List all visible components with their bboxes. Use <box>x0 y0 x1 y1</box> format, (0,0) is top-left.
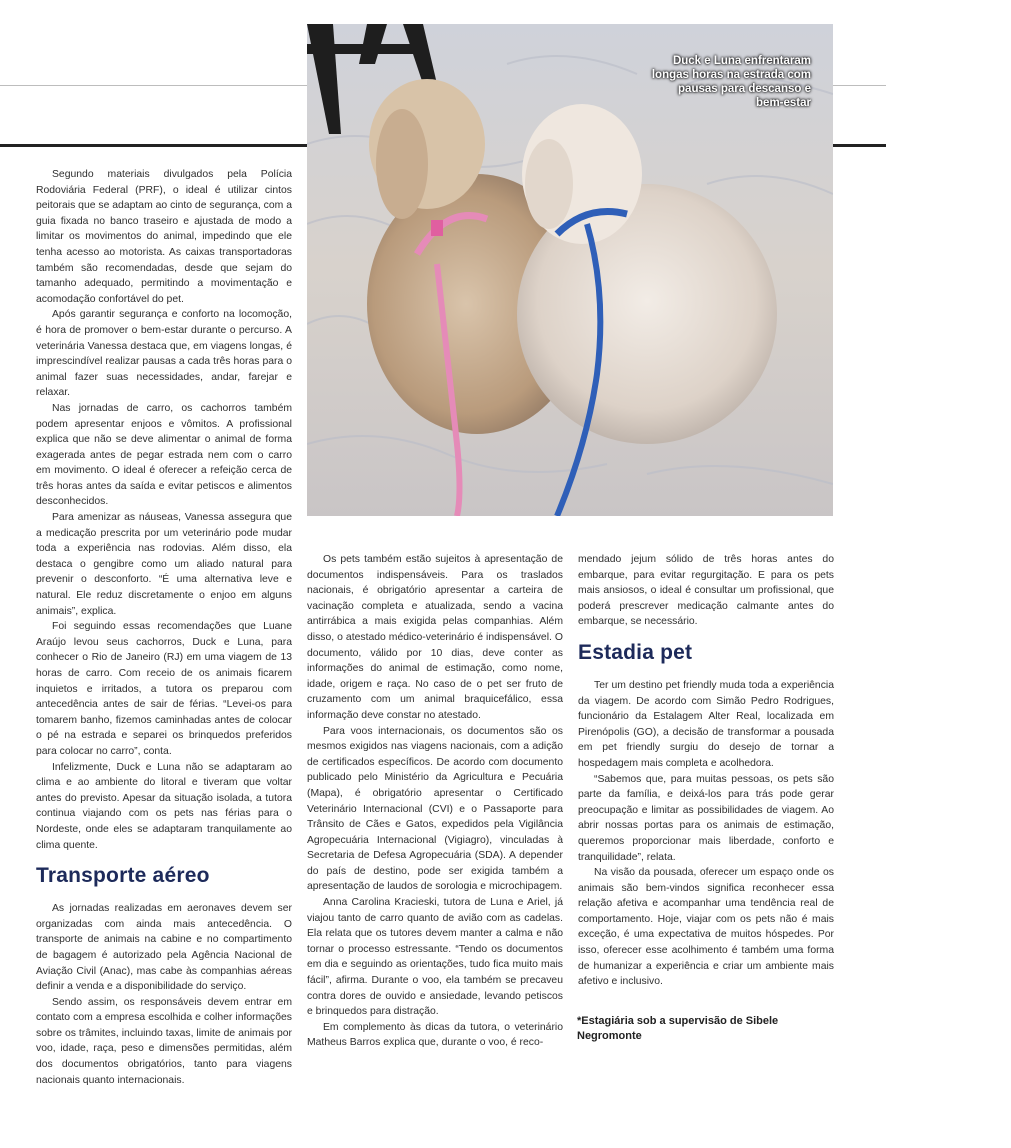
paragraph: Os pets também estão sujeitos à apresentação de documentos indispensáveis. Para os traslados nacionais, é obrigatório apresentar a carteira de vacinação completa e atualizada, sendo a vacina antirrábica a mais exigida pelas companhias. Além disso, o atestado médico-veterinário é indispensável. O documento, válido por 10 dias, deve conter as informações do animal de estimação, como nome, idade, origem e raça. No caso de o pet ser fruto de cruzamento com um animal braquicefálico, essa informação deve constar no atestado. <box>307 554 563 721</box>
section-rule-right <box>833 144 886 147</box>
section-rule-left <box>0 144 307 147</box>
paragraph: Em complemento às dicas da tutora, o veterinário Matheus Barros explica que, durante o voo, é reco- <box>307 1021 563 1049</box>
paragraph: Infelizmente, Duck e Luna não se adaptaram ao clima e ao ambiente do litoral e tiveram que voltar antes do previsto. Apesar da situação isolada, a tutora continua viajando com os pets nas férias para o Nordeste, onde eles se adaptaram tranquilamente ao clima quente. <box>36 761 292 851</box>
article-photo <box>307 24 833 516</box>
paragraph: Para voos internacionais, os documentos são os mesmos exigidos nas viagens nacionais, com a adição de certificados específicos. De acordo com documento publicado pelo Ministério da Agricultura e Pecuária (Mapa), é obrigatório apresentar o Certificado Veterinário Internacional (CVI) e o Passaporte para Trânsito de Cães e Gatos, expedidos pela Vigilância Agropecuária Internacional (Vigiagro), vinculadas à Secretaria de Defesa Agropecuária (SDA). A depender do país de destino, pode ser exigida também a apresentação de laudos de sorologia e microchipagem. <box>307 725 563 893</box>
paragraph: Foi seguindo essas recomendações que Luane Araújo levou seus cachorros, Duck e Luna, para conhecer o Rio de Janeiro (RJ) em uma viagem de 13 horas de carro. Com receio de os animais ficarem inquietos e irritados, a tutora os preparou com antecedência antes de sair de férias. “Levei-os para tomarem banho, fizemos caminhadas antes de colocar o pé na estrada e separei os brinquedos preferidos para colocar no carro”, conta. <box>36 621 292 757</box>
paragraph: Após garantir segurança e conforto na locomoção, é hora de promover o bem-estar durante o percurso. A veterinária Vanessa destaca que, em viagens longas, é imprescindível realizar pausas a cada três horas para o animal fazer suas necessidades, andar, farejar e relaxar. <box>36 309 292 399</box>
paragraph: Na visão da pousada, oferecer um espaço onde os animais são bem-vindos significa reconhecer essa relação afetiva e acompanhar uma tendência real de comportamento. Hoje, viajar com os pets não é mais exceção, é uma expectativa de muitos hóspedes. Por isso, oferecer esse acolhimento é também uma forma de humanizar a experiência e criar um ambiente mais afetivo e inclusivo. <box>578 867 834 988</box>
column-3 <box>578 552 834 990</box>
section-heading-air-transport: Transporte aéreo <box>36 864 210 888</box>
photo-caption: Duck e Luna enfrentaram longas horas na estrada com pausas para descanso e bem-estar <box>651 55 811 109</box>
paragraph: mendado jejum sólido de três horas antes do embarque, para evitar regurgitação. E para os pets mais ansiosos, o ideal é consultar um profissional, que poderá prescrever medicação calmante antes do embarque, se necessário. <box>578 554 834 628</box>
paragraph: Anna Carolina Kracieski, tutora de Luna e Ariel, já viajou tanto de carro quanto de avião com as cadelas. Ela relata que os tutores devem manter a calma e não tornar o processo estressante. “Tendo os documentos em dia e seguindo as orientações, tudo fica muito mais fácil”, afirma. Durante o voo, ela também se precaveu contra dores de ouvido e ansiedade, levando petiscos e brinquedos para distração. <box>307 897 563 1018</box>
paragraph: Segundo materiais divulgados pela Polícia Rodoviária Federal (PRF), o ideal é utilizar cintos peitorais que se adaptam ao cinto de segurança, com a guia fixada no banco traseiro e ajustada de modo a limitar os movimentos do animal, impedindo que ele tenha acesso ao motorista. As caixas transportadoras também são recomendadas, desde que sejam do tamanho adequado, permitindo a movimentação e acomodação confortável do pet. <box>36 169 292 305</box>
section-heading-pet-stay: Estadia pet <box>578 640 693 664</box>
top-rule-right <box>833 85 886 86</box>
paragraph: “Sabemos que, para muitas pessoas, os pets são parte da família, e deixá-los para trás pode gerar preocupação e limitar as possibilidades de viagem. Ao abrir nossas portas para os animais de estimação, queremos proporcionar mais liberdade, conforto e tranquilidade”, relata. <box>578 773 834 863</box>
paragraph: Para amenizar as náuseas, Vanessa assegura que a medicação prescrita por um veterinário pode mudar toda a experiência nas rodovias. Além disso, ela destaca o gengibre como um aliado natural para prevenir o desconforto. “É uma alternativa leve e natural. Ele reduz discretamente o enjoo em alguns animais”, explica. <box>36 512 292 617</box>
author-note: *Estagiária sob a supervisão de Sibele Negromonte <box>577 1015 779 1042</box>
column-2 <box>307 552 563 1051</box>
paragraph: Nas jornadas de carro, os cachorros também podem apresentar enjoos e vômitos. A profissional explica que não se deve alimentar o animal de forma exagerada antes de pegar estrada nem com o carro em movimento. O ideal é oferecer a refeição cerca de três horas antes da saída e evitar petiscos e alimentos desconhecidos. <box>36 402 292 508</box>
paragraph: Sendo assim, os responsáveis devem entrar em contato com a empresa escolhida e colher informações sobre os trâmites, incluindo taxas, limite de animais por voo, idade, raça, peso e dimensões permitidas, além dos documentos obrigatórios, tanto para viagens nacionais quanto internacionais. <box>36 996 292 1086</box>
top-rule-left <box>0 85 307 86</box>
paragraph: Ter um destino pet friendly muda toda a experiência da viagem. De acordo com Simão Pedro Rodrigues, funcionário da Estalagem Alter Real, localizada em Pirenópolis (GO), a decisão de transformar a pousada em pet friendly surgiu do desejo de tornar a hospedagem mais completa e acolhedora. <box>578 679 834 769</box>
paragraph: As jornadas realizadas em aeronaves devem ser organizadas com ainda mais antecedência. O transporte de animais na cabine e no compartimento de bagagem é autorizado pela Agência Nacional de Aviação Civil (Anac), mas cabe às companhias aéreas definir a venda e a disponibilidade do serviço. <box>36 903 292 993</box>
column-1 <box>36 167 292 1088</box>
